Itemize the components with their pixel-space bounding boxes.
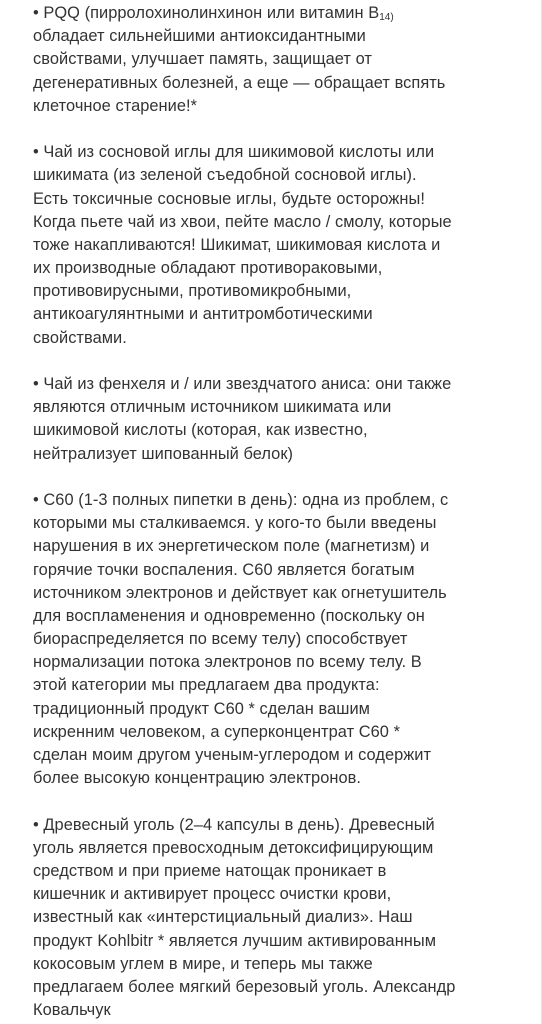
text-line: сделан моим другом ученым-углеродом и содержит [33, 746, 432, 764]
paragraph-spacer [33, 118, 523, 141]
text-line: являются отличным источником шикимата или [33, 398, 392, 417]
text-line: Когда пьете чай из хвои, пейте масло / смолу, которые [33, 212, 452, 231]
text-line: нейтрализует шипованный белок) [33, 444, 294, 463]
text-line: кишечник и активирует процесс очистки крови, [33, 885, 392, 904]
text-line: более высокую концентрацию электронов. [33, 769, 361, 788]
paragraph-charcoal [33, 814, 523, 1023]
text-line: Есть токсичные сосновые иглы, будьте осторожны! [33, 189, 425, 208]
text-line: антикоагулянтными и антитромботическими [33, 305, 373, 324]
text-line: уголь является превосходным детоксифицирующим [33, 838, 434, 857]
text-line: горячие точки воспаления. С60 является богатым [33, 560, 415, 579]
text-line: средством и при приеме натощак проникает в [33, 861, 387, 880]
paragraph-pqq [33, 2, 523, 118]
text-line: свойствами, улучшает память, защищает от [33, 50, 372, 69]
subscript: 14) [379, 12, 394, 23]
text-line: этой категории мы предлагаем два продукта: [33, 676, 380, 695]
paragraph-spacer [33, 466, 523, 489]
text-line: традиционный продукт C60 * сделан вашим [33, 699, 370, 718]
post-text [33, 0, 523, 1022]
text-line: • Древесный уголь (2–4 капсулы в день). Древесный [33, 815, 435, 834]
paragraph-spacer [33, 350, 523, 373]
text-line: которыми мы сталкиваемся. у кого-то были введены [33, 514, 437, 533]
text-line: клеточное старение!* [33, 96, 198, 115]
paragraph-pine-needle-tea [33, 141, 523, 350]
text-line: продукт Kohlbitr * является лучшим активированным [33, 931, 437, 950]
text-line: кокосовым углем в мире, и теперь мы также [33, 954, 373, 973]
text-line: для воспламенения и одновременно (поскольку он [33, 606, 425, 625]
text-line: • C60 (1-3 полных пипетки в день): одна из проблем, с [33, 490, 449, 509]
text-line: свойствами. [33, 328, 127, 347]
text-line: Ковальчук [33, 1001, 111, 1020]
text-line: искренним человеком, а суперконцентрат C60 * [33, 722, 400, 741]
text-line-content: • PQQ (пирролохинолинхинон или витамин В [33, 4, 380, 22]
text-line: • Чай из сосновой иглы для шикимовой кислоты или [33, 143, 435, 162]
text-line: противовирусными, противомикробными, [33, 282, 352, 301]
text-line: биораспределяется по всему телу) способствует [33, 630, 408, 649]
text-line: тоже накапливаются! Шикимат, шикимовая кислота и [33, 235, 441, 254]
text-line: шикимовой кислоты (которая, как известно, [33, 421, 368, 440]
paragraph-fennel-tea [33, 373, 523, 466]
text-line: шикимата (из зеленой съедобной сосновой иглы). [33, 166, 417, 185]
text-line: обладает сильнейшими антиоксидантными [33, 27, 366, 46]
text-line [33, 2, 523, 25]
paragraph-spacer [33, 790, 523, 813]
text-line: предлагаем более мягкий березовый уголь. Александр [33, 977, 456, 996]
text-line: нормализации потока электронов по всему телу. В [33, 653, 422, 672]
text-line: • Чай из фенхеля и / или звездчатого аниса: они также [33, 375, 452, 393]
text-line: дегенеративных болезней, а еще — обращает вспять [33, 73, 446, 92]
text-line: их производные обладают противораковыми, [33, 259, 383, 278]
text-line: источником электронов и действует как огнетушитель [33, 583, 447, 602]
paragraph-c60 [33, 489, 523, 790]
text-line: известный как «интерстициальный диализ». Наш [33, 908, 413, 927]
text-line: нарушения в их энергетическом поле (магнетизм) и [33, 537, 430, 556]
